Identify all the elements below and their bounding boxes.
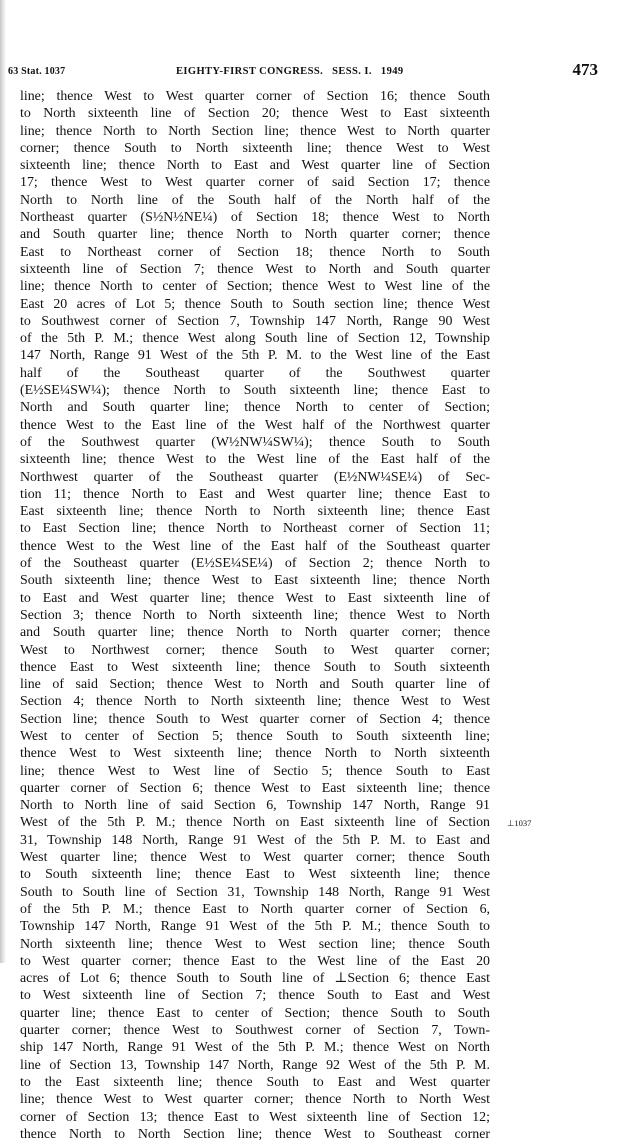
text-line: to East and West quarter line; thence West to East sixteenth line of xyxy=(20,590,490,606)
text-line: acres of Lot 6; thence South to South line of ⊥Section 6; thence East xyxy=(20,971,490,987)
text-line: thence West to the East line of the West half of the Northwest quarter xyxy=(20,417,490,433)
text-line: Section 4; thence North to North sixteenth line; thence West to West xyxy=(20,694,490,710)
text-line: to South sixteenth line; thence East to West sixteenth line; thence xyxy=(20,867,490,883)
text-line: 17; thence West to West quarter corner of said Section 17; thence xyxy=(20,175,490,191)
text-line: North and South quarter line; thence North to center of Section; xyxy=(20,400,490,416)
text-line: of the 5th P. M.; thence East to North quarter corner of Section 6, xyxy=(20,901,490,917)
text-line: thence West to the West line of the East half of the Southeast quarter xyxy=(20,538,490,554)
text-line: tion 11; thence North to East and West quarter line; thence East to xyxy=(20,486,490,502)
text-line: ship 147 North, Range 91 West of the 5th P. M.; thence West on North xyxy=(20,1040,490,1056)
text-line: to the East sixteenth line; thence South to East and West quarter xyxy=(20,1074,490,1090)
text-line: Northwest quarter of the Southeast quarter (E½NW¼SE¼) of Sec- xyxy=(20,469,490,485)
text-line: West quarter line; thence West to West quarter corner; thence South xyxy=(20,850,490,866)
text-line: North sixteenth line; thence West to West section line; thence South xyxy=(20,936,490,952)
text-line: to East Section line; thence North to Northeast corner of Section 11; xyxy=(20,521,490,537)
text-line: corner; thence South to North sixteenth line; thence West to West xyxy=(20,140,490,156)
text-line: East 20 acres of Lot 5; thence South to South section line; thence West xyxy=(20,296,490,312)
text-line: line; thence West to West line of Sectio 5; thence South to East xyxy=(20,763,490,779)
text-line: Northeast quarter (S½N½NE¼) of Section 18; thence West to North xyxy=(20,210,490,226)
text-line: Section line; thence South to West quarter corner of Section 4; thence xyxy=(20,711,490,727)
text-line: quarter corner; thence West to Southwest corner of Section 7, Town- xyxy=(20,1023,490,1039)
text-line: and South quarter line; thence North to North quarter corner; thence xyxy=(20,227,490,243)
text-line: to West quarter corner; thence East to the West line of the East 20 xyxy=(20,953,490,969)
text-line: corner of Section 13; thence East to West sixteenth line of Section 12; xyxy=(20,1109,490,1125)
text-line: to North sixteenth line of Section 20; thence West to East sixteenth xyxy=(20,106,490,122)
text-line: half of the Southeast quarter of the Southwest quarter xyxy=(20,365,490,381)
page-number: 473 xyxy=(572,60,598,79)
text-line: quarter line; thence East to center of Section; thence South to South xyxy=(20,1005,490,1021)
text-line: Section 3; thence North to North sixteenth line; thence West to North xyxy=(20,607,490,623)
text-line: sixteenth line; thence West to the West line of the East half of the xyxy=(20,452,490,468)
text-line: and South quarter line; thence North to North quarter corner; thence xyxy=(20,625,490,641)
text-line: of the Southwest quarter (W½NW¼SW¼); thence South to South xyxy=(20,434,490,450)
text-line: East to Northeast corner of Section 18; thence North to South xyxy=(20,244,490,260)
text-line: North to North line of the South half of the North half of the xyxy=(20,192,490,208)
text-line: West to Northwest corner; thence South to West quarter corner; xyxy=(20,642,490,658)
text-line: of the 5th P. M.; thence West along South line of Section 12, Township xyxy=(20,331,490,347)
text-line: line; thence North to North Section line; thence West to North quarter xyxy=(20,123,490,139)
text-line: line of said Section; thence West to North and South quarter line of xyxy=(20,677,490,693)
text-line: line; thence West to West quarter corner; thence North to North West xyxy=(20,1092,490,1108)
text-line: quarter corner of Section 6; thence West to East sixteenth line; thence xyxy=(20,780,490,796)
page-header xyxy=(8,60,598,80)
text-line: line of Section 13, Township 147 North, Range 92 West of the 5th P. M. xyxy=(20,1057,490,1073)
text-line: 147 North, Range 91 West of the 5th P. M. to the West line of the East xyxy=(20,348,490,364)
text-line: North to North line of said Section 6, Township 147 North, Range 91 xyxy=(20,798,490,814)
text-line: South sixteenth line; thence West to East sixteenth line; thence North xyxy=(20,573,490,589)
text-line: thence East to West sixteenth line; thence South to South sixteenth xyxy=(20,659,490,675)
text-line: 31, Township 148 North, Range 91 West of the 5th P. M. to East and xyxy=(20,832,490,848)
text-line: to West sixteenth line of Section 7; thence South to East and West xyxy=(20,988,490,1004)
text-line: to Southwest corner of Section 7, Township 147 North, Range 90 West xyxy=(20,313,490,329)
text-line: East sixteenth line; thence North to North sixteenth line; thence East xyxy=(20,504,490,520)
statute-citation: 63 Stat. 1037 xyxy=(8,66,66,77)
text-line: sixteenth line; thence North to East and West quarter line of Section xyxy=(20,158,490,174)
text-line: sixteenth line of Section 7; thence West to North and South quarter xyxy=(20,261,490,277)
text-line: line; thence North to center of Section; thence West to West line of the xyxy=(20,279,490,295)
text-line: thence West to West sixteenth line; thence North to North sixteenth xyxy=(20,746,490,762)
text-line: (E½SE¼SW¼); thence North to South sixteenth line; thence East to xyxy=(20,383,490,399)
scan-edge-shadow xyxy=(0,0,6,963)
text-line: line; thence West to West quarter corner of Section 16; thence South xyxy=(20,89,490,104)
text-line: West of the 5th P. M.; thence North on East sixteenth line of Section xyxy=(20,815,490,831)
running-title: EIGHTY-FIRST CONGRESS. SESS. I. 1949 xyxy=(176,66,404,77)
margin-page-reference: ⊥1037 xyxy=(507,818,532,828)
text-line: thence North to North Section line; thence West to Southeast corner xyxy=(20,1126,490,1142)
text-line: Township 147 North, Range 91 West of the 5th P. M.; thence South to xyxy=(20,919,490,935)
body-text xyxy=(20,88,490,1143)
text-line: of the Southeast quarter (E½SE¼SE¼) of Section 2; thence North to xyxy=(20,556,490,572)
text-line: South to South line of Section 31, Township 148 North, Range 91 West xyxy=(20,884,490,900)
text-line: West to center of Section 5; thence South to South sixteenth line; xyxy=(20,728,490,744)
